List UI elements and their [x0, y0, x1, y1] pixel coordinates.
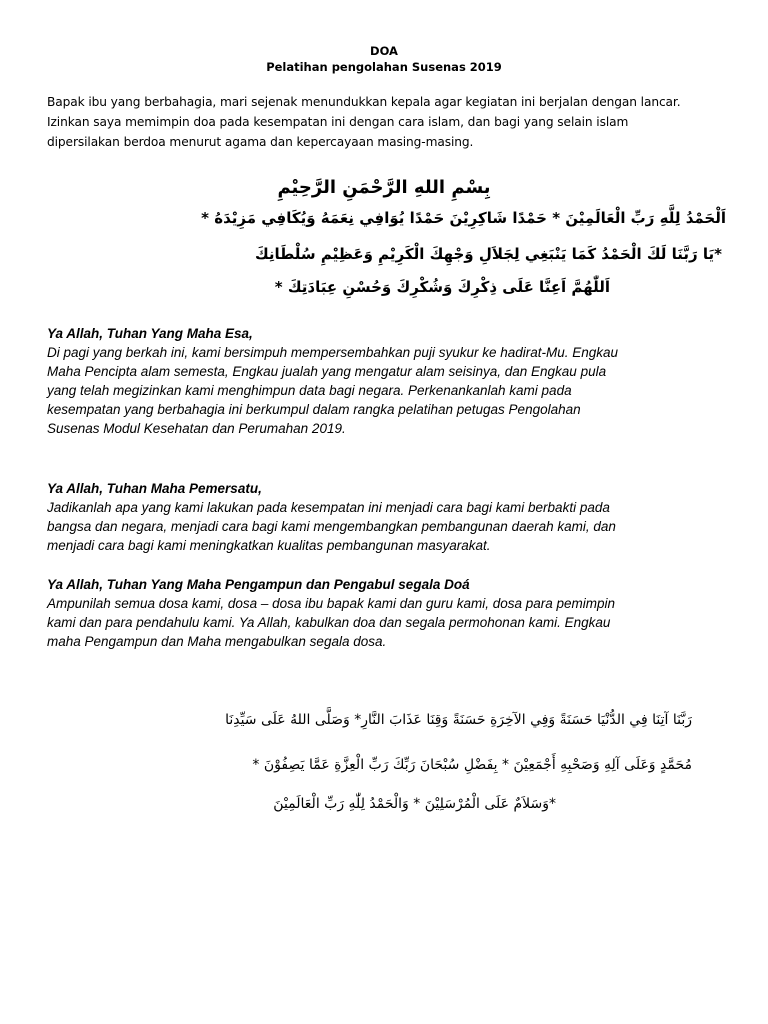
section-body-line: Ampunilah semua dosa kami, dosa – dosa ibu bapak kami dan guru kami, dosa para pemimpin	[47, 596, 616, 611]
section-body-line: yang telah megizinkan kami menghimpun data bagi negara. Perkenankanlah kami pada	[47, 383, 572, 398]
arabic-basmalah: بِسْمِ اللهِ الرَّحْمَنِ الرَّحِيْمِ	[277, 177, 491, 198]
arabic-opening-line: اَللّٰهُمَّ اَعِنَّا عَلَى ذِكْرِكَ وَشُكْرِكَ وَحُسْنِ عِبَادَتِكَ *	[274, 278, 610, 296]
section-body-line: Maha Pencipta alam semesta, Engkau jualah yang mengatur alam seisinya, dan Engkau pula	[47, 364, 607, 379]
document-title: DOA	[370, 44, 398, 58]
section-body-line: menjadi cara bagi kami meningkatkan kualitas pembangunan masyarakat.	[47, 538, 491, 553]
section-body-line: kami dan para pendahulu kami. Ya Allah, kabulkan doa dan segala permohonan kami. Engkau	[47, 615, 611, 630]
section-body-line: Susenas Modul Kesehatan dan Perumahan 2019.	[47, 421, 346, 436]
section-body-line: bangsa dan negara, menjadi cara bagi kami mengembangkan pembangunan daerah kami, dan	[47, 519, 616, 534]
arabic-opening-line: اَلْحَمْدُ لِلَّهِ رَبِّ الْعَالَمِيْنَ * حَمْدًا شَاكِرِيْنَ حَمْدًا يُوَافِي نِعَمَهُ وَيُكَافِي مَزِيْدَهُ *	[201, 209, 726, 227]
arabic-opening-line: *يَا رَبَّنَا لَكَ الْحَمْدُ كَمَا يَنْبَغِي لِجَلاَلِ وَجْهِكَ الْكَرِيْمِ وَعَظِيْمِ سُلْطَانِكَ	[254, 245, 722, 263]
section-body-line: maha Pengampun dan Maha mengabulkan segala dosa.	[47, 634, 387, 649]
intro-line: Bapak ibu yang berbahagia, mari sejenak menundukkan kepala agar kegiatan ini berjalan dengan lancar.	[47, 95, 681, 109]
section-heading: Ya Allah, Tuhan Maha Pemersatu,	[47, 481, 262, 496]
arabic-closing-line: مُحَمَّدٍ وَعَلَى آلِهِ وَصَحْبِهِ أَجْمَعِيْنَ * بِفَضْلِ سُبْحَانَ رَبِّكَ رَبِّ الْعِزَّةِ عَمَّا يَصِفُوْنَ *	[252, 757, 692, 773]
section-heading: Ya Allah, Tuhan Yang Maha Esa,	[47, 326, 253, 341]
intro-line: dipersilakan berdoa menurut agama dan kepercayaan masing-masing.	[47, 135, 474, 149]
intro-line: Izinkan saya memimpin doa pada kesempatan ini dengan cara islam, dan bagi yang selain islam	[47, 115, 629, 129]
section-body-line: Jadikanlah apa yang kami lakukan pada kesempatan ini menjadi cara bagi kami berbakti pada	[47, 500, 610, 515]
arabic-closing-line: رَبَّنَا آتِنَا فِي الدُّنْيَا حَسَنَةً وَفِي الآخِرَةِ حَسَنَةً وَقِنَا عَذَابَ النَّارِ* وَصَلَّى اللهُ عَلَى سَيِّدِنَا	[225, 712, 692, 728]
document-subtitle: Pelatihan pengolahan Susenas 2019	[266, 60, 502, 74]
arabic-closing-line: *وَسَلاَمٌ عَلَى الْمُرْسَلِيْنَ * وَالْحَمْدُ لِلّٰهِ رَبِّ الْعَالَمِيْنَ	[273, 796, 556, 812]
section-body-line: Di pagi yang berkah ini, kami bersimpuh mempersembahkan puji syukur ke hadirat-Mu. Engkau	[47, 345, 619, 360]
section-body-line: kesempatan yang berbahagia ini berkumpul dalam rangka pelatihan petugas Pengolahan	[47, 402, 581, 417]
section-heading: Ya Allah, Tuhan Yang Maha Pengampun dan Pengabul segala Doá	[47, 577, 470, 592]
